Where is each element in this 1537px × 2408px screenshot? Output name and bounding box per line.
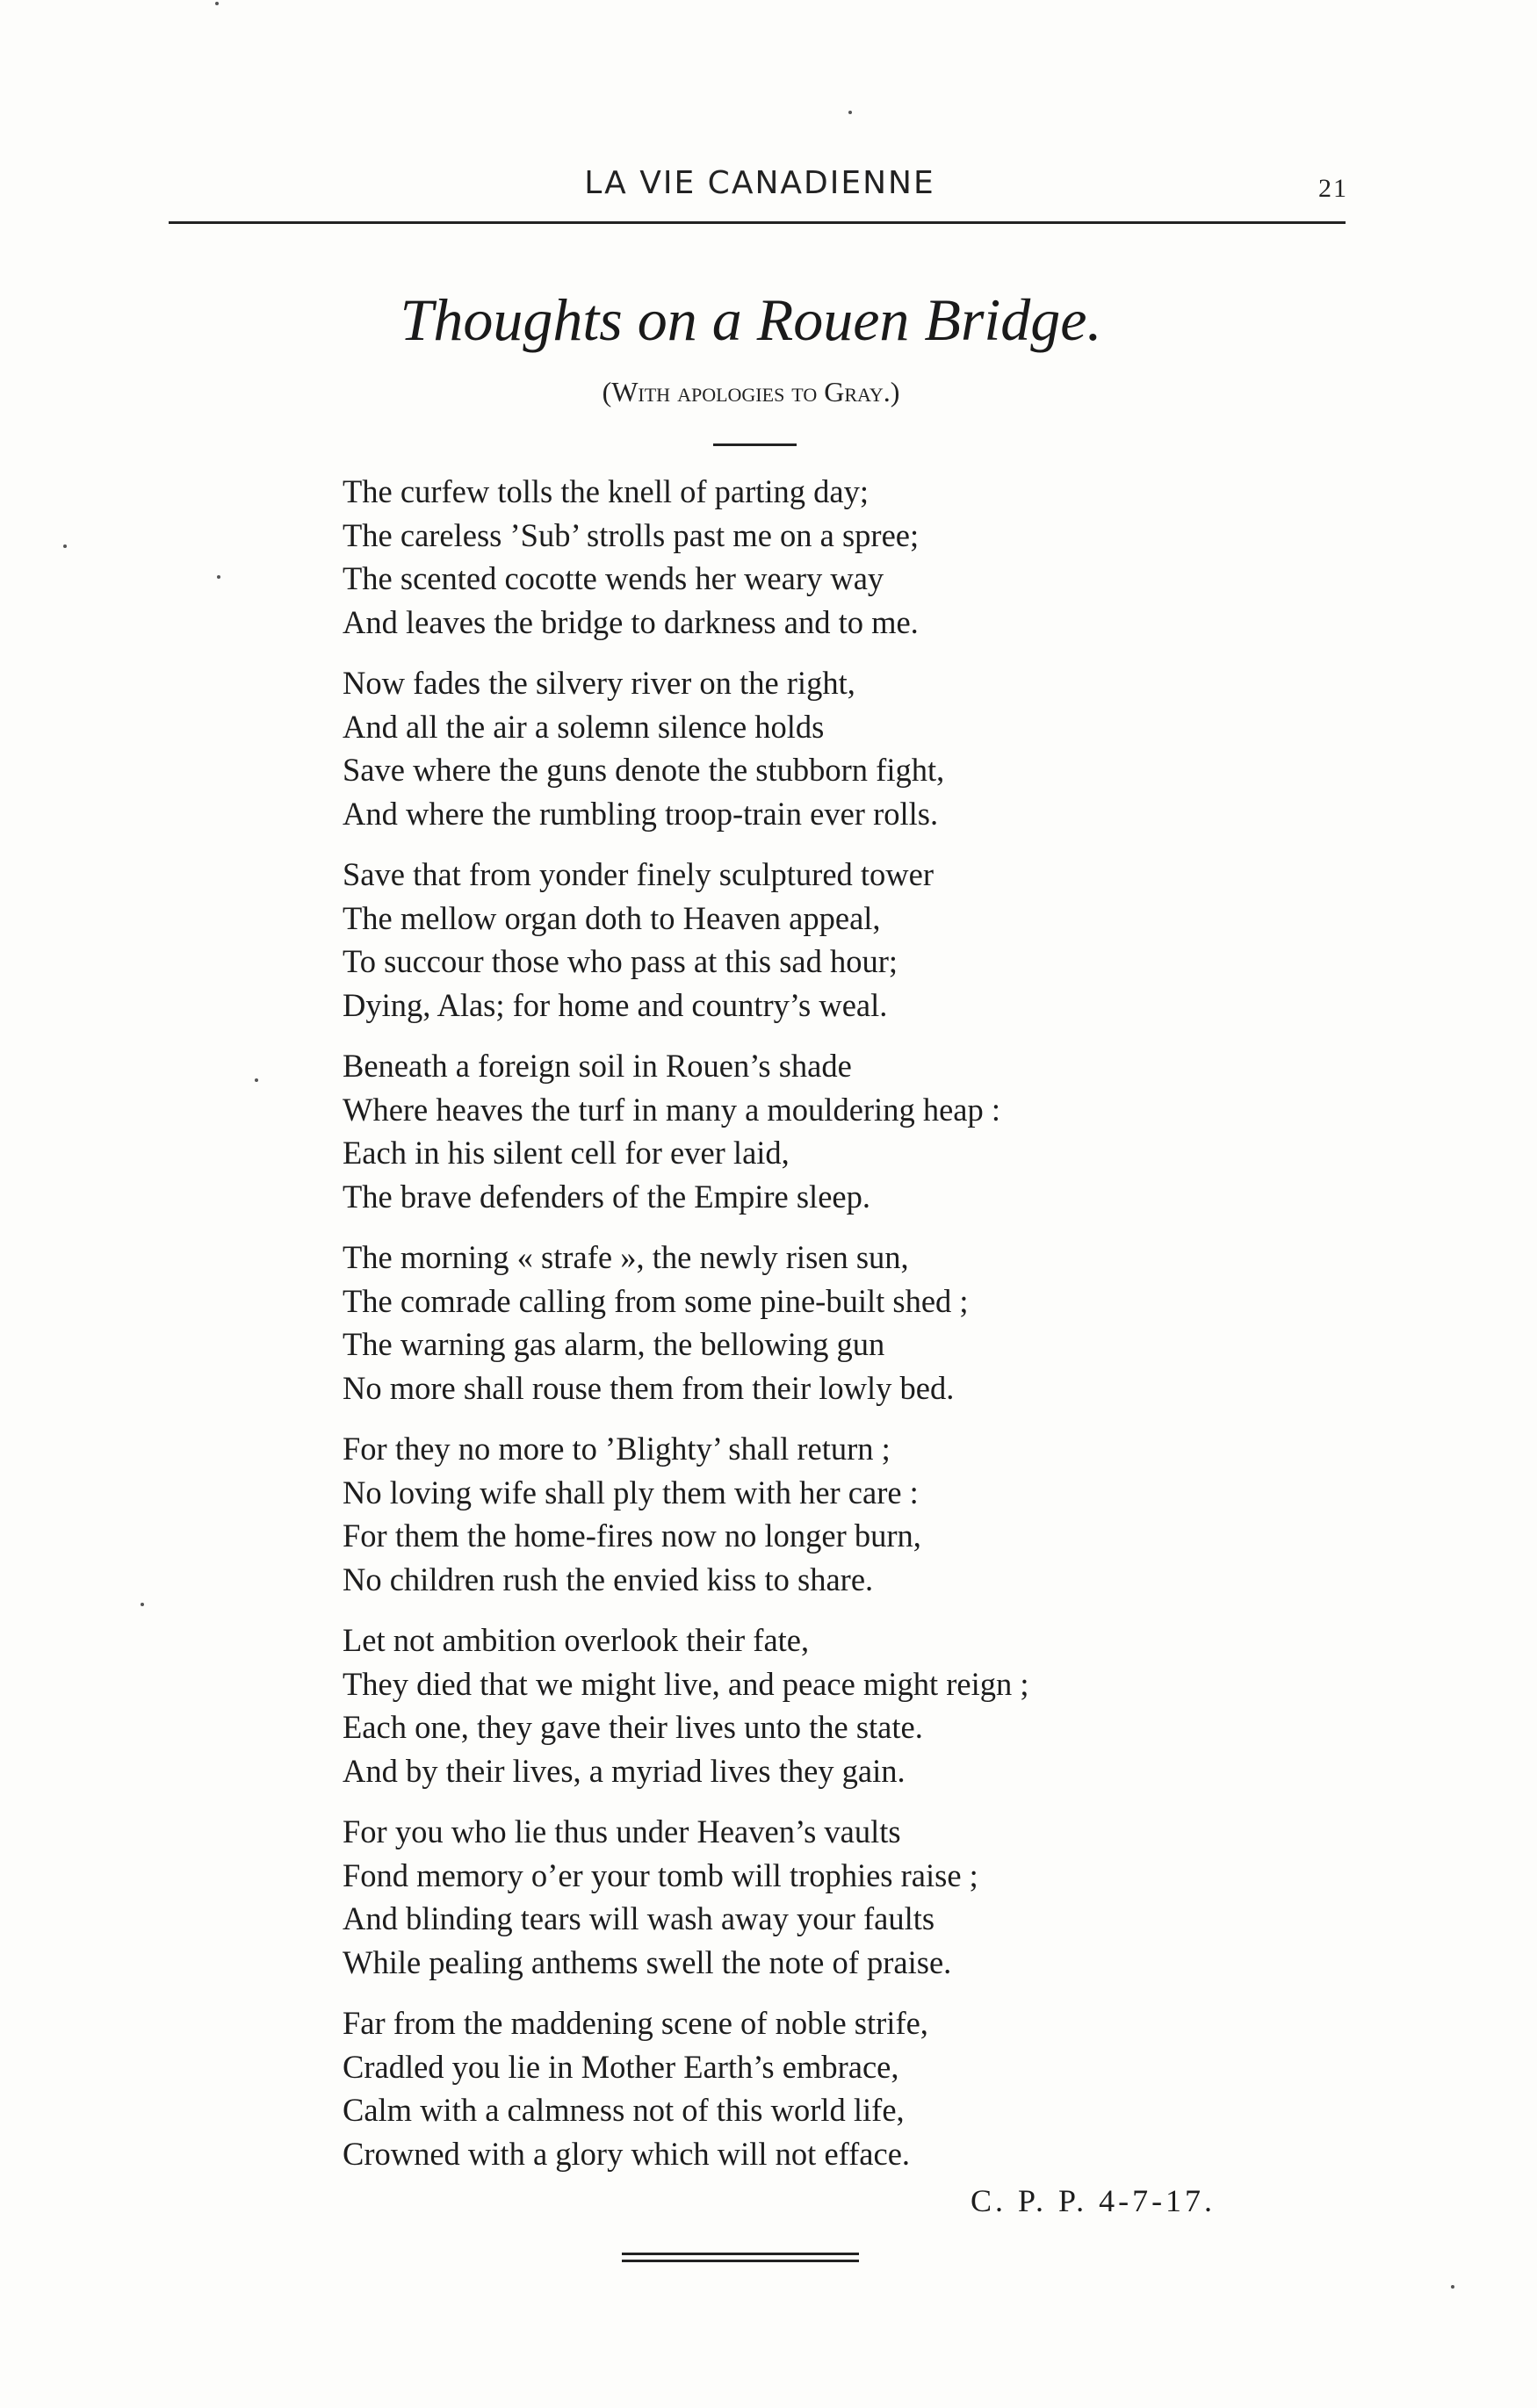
signature: C. P. P. 4-7-17. xyxy=(971,2183,1216,2218)
verse-line: For you who lie thus under Heaven’s vaults xyxy=(343,1813,901,1849)
verse-line: Dying, Alas; for home and country’s weal. xyxy=(343,986,888,1023)
subtitle-open-paren: ( xyxy=(602,376,612,407)
scan-speck xyxy=(848,111,852,114)
verse-line: And leaves the bridge to darkness and to me. xyxy=(343,603,919,640)
subtitle-close-paren: ) xyxy=(890,376,900,407)
verse-line: The morning « strafe », the newly risen sun, xyxy=(343,1239,909,1275)
verse-line: Fond memory o’er your tomb will trophies raise ; xyxy=(343,1856,978,1893)
stanza xyxy=(343,1236,1186,1409)
stanza xyxy=(343,1044,1186,1218)
verse-line: Each one, they gave their lives unto the state. xyxy=(343,1709,923,1745)
verse-line: The scented cocotte wends her weary way xyxy=(343,560,884,596)
verse-line: Let not ambition overlook their fate, xyxy=(343,1622,810,1658)
scan-speck xyxy=(215,2,219,5)
verse-line: And blinding tears will wash away your faults xyxy=(343,1900,935,1936)
verse-line: Calm with a calmness not of this world life, xyxy=(343,2092,905,2128)
verse-line: They died that we might live, and peace might reign ; xyxy=(343,1665,1029,1702)
stanza xyxy=(343,470,1186,644)
verse-line: To succour those who pass at this sad hour; xyxy=(343,943,898,979)
title-divider xyxy=(713,443,797,446)
verse-line: Cradled you lie in Mother Earth’s embrace, xyxy=(343,2048,899,2085)
page-number: 21 xyxy=(1318,174,1348,203)
verse-line: No more shall rouse them from their lowly bed. xyxy=(343,1369,955,1406)
stanza xyxy=(343,853,1186,1027)
scan-speck xyxy=(63,544,67,548)
verse-line: And all the air a solemn silence holds xyxy=(343,708,825,745)
verse-line: The brave defenders of the Empire sleep. xyxy=(343,1178,870,1215)
verse-line: And where the rumbling troop-train ever rolls. xyxy=(343,795,939,832)
verse-line: The careless ’Sub’ strolls past me on a spree; xyxy=(343,516,920,553)
verse-line: While pealing anthems swell the note of praise. xyxy=(343,1943,952,1980)
scan-speck xyxy=(217,575,220,579)
stanza xyxy=(343,2001,1186,2175)
verse-line: No loving wife shall ply them with her care : xyxy=(343,1474,919,1510)
verse-line: Crowned with a glory which will not efface. xyxy=(343,2135,911,2172)
stanza xyxy=(343,661,1186,835)
stanza xyxy=(343,1810,1186,1984)
end-rule-bottom xyxy=(622,2260,859,2262)
verse-line: Now fades the silvery river on the right, xyxy=(343,665,855,701)
verse-line: The mellow organ doth to Heaven appeal, xyxy=(343,899,881,936)
stanza xyxy=(343,1619,1186,1792)
poem-title: Thoughts on a Rouen Bridge. xyxy=(400,286,1102,353)
verse-line: Each in his silent cell for ever laid, xyxy=(343,1135,790,1171)
verse-line: Beneath a foreign soil in Rouen’s shade xyxy=(343,1048,852,1084)
subtitle-text: With apologies to Gray. xyxy=(611,376,891,407)
verse-line: For they no more to ’Blighty’ shall return ; xyxy=(343,1431,891,1467)
verse-line: For them the home-fires now no longer burn, xyxy=(343,1518,921,1554)
end-rule-top xyxy=(622,2253,859,2255)
journal-title: LA VIE CANADIENNE xyxy=(584,165,935,201)
verse-line: The warning gas alarm, the bellowing gun xyxy=(343,1326,885,1362)
verse-line: Save where the guns denote the stubborn fight, xyxy=(343,752,945,788)
scan-speck xyxy=(1451,2285,1454,2289)
scan-speck xyxy=(141,1603,144,1606)
verse-line: The comrade calling from some pine-built shed ; xyxy=(343,1282,969,1319)
verse-line: And by their lives, a myriad lives they gain. xyxy=(343,1752,906,1789)
verse-line: Save that from yonder finely sculptured tower xyxy=(343,856,934,892)
header-rule xyxy=(169,221,1346,224)
poem-body xyxy=(343,470,1186,2193)
verse-line: No children rush the envied kiss to share. xyxy=(343,1561,874,1597)
stanza xyxy=(343,1427,1186,1601)
verse-line: The curfew tolls the knell of parting day; xyxy=(343,473,870,509)
scan-speck xyxy=(255,1078,258,1082)
verse-line: Far from the maddening scene of noble strife, xyxy=(343,2005,928,2041)
poem-subtitle xyxy=(0,376,1502,408)
verse-line: Where heaves the turf in many a mouldering heap : xyxy=(343,1091,1000,1128)
running-header xyxy=(171,165,1348,209)
